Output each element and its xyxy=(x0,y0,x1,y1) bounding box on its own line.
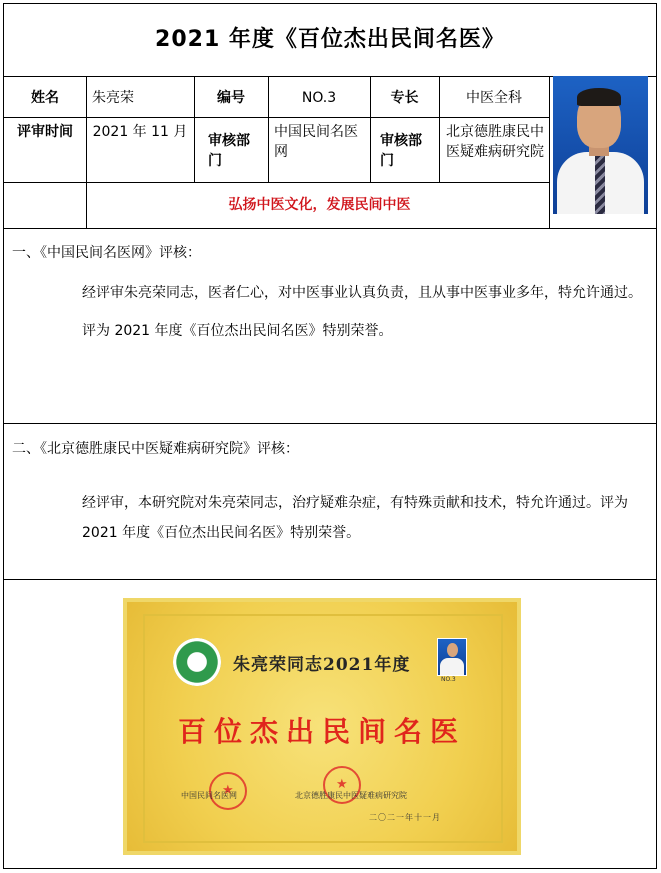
portrait-photo xyxy=(553,76,648,214)
certificate-recipient: 朱亮荣同志2021年度 xyxy=(233,655,411,675)
section-1-text: 经评审朱亮荣同志，医者仁心，对中医事业认真负责，且从事中医事业多年，特允许通过。评为 2021 年度《百位杰出民间名医》特别荣誉。 xyxy=(82,285,642,339)
section-2-text: 经评审，本研究院对朱亮荣同志，治疗疑难杂症，有特殊贡献和技术，特允许通过。评为 2021 年度《百位杰出民间名医》特别荣誉。 xyxy=(82,495,628,541)
divider xyxy=(4,228,656,229)
divider xyxy=(4,423,656,424)
review-dept-value-2: 北京德胜康民中医疑难病研究院 xyxy=(446,124,544,160)
certificate-number: NO.3 xyxy=(441,676,456,683)
review-dept-label-1: 审核部门 xyxy=(208,133,250,169)
certificate-date: 二〇二一年十一月 xyxy=(369,813,441,822)
certificate-issuer-2: 北京德胜康民中医疑难病研究院 xyxy=(295,791,407,800)
certificate-issuer-1: 中国民间名医网 xyxy=(181,791,237,800)
name-label: 姓名 xyxy=(31,90,59,106)
specialty-value: 中医全科 xyxy=(466,90,522,106)
name-value: 朱亮荣 xyxy=(92,90,134,106)
review-time-label: 评审时间 xyxy=(17,124,73,140)
section-2-heading: 二、《北京德胜康民中医疑难病研究院》评核： xyxy=(12,441,299,457)
certificate-title: 百位杰出民间名医 xyxy=(177,715,466,748)
emblem-icon xyxy=(173,638,221,686)
review-dept-value-1: 中国民间名医网 xyxy=(274,124,358,160)
certificate-image xyxy=(123,598,521,855)
section-1-heading: 一、《中国民间名医网》评核： xyxy=(12,245,201,261)
number-value: NO.3 xyxy=(301,90,337,106)
number-label: 编号 xyxy=(217,90,245,106)
divider xyxy=(4,579,656,580)
page-title: 2021 年度《百位杰出民间名医》 xyxy=(155,27,505,52)
review-dept-label-2: 审核部门 xyxy=(380,133,422,169)
certificate-portrait xyxy=(437,638,467,676)
slogan: 弘扬中医文化，发展民间中医 xyxy=(228,197,411,213)
specialty-label: 专长 xyxy=(390,90,419,106)
review-time-value: 2021 年 11 月 xyxy=(92,124,188,140)
